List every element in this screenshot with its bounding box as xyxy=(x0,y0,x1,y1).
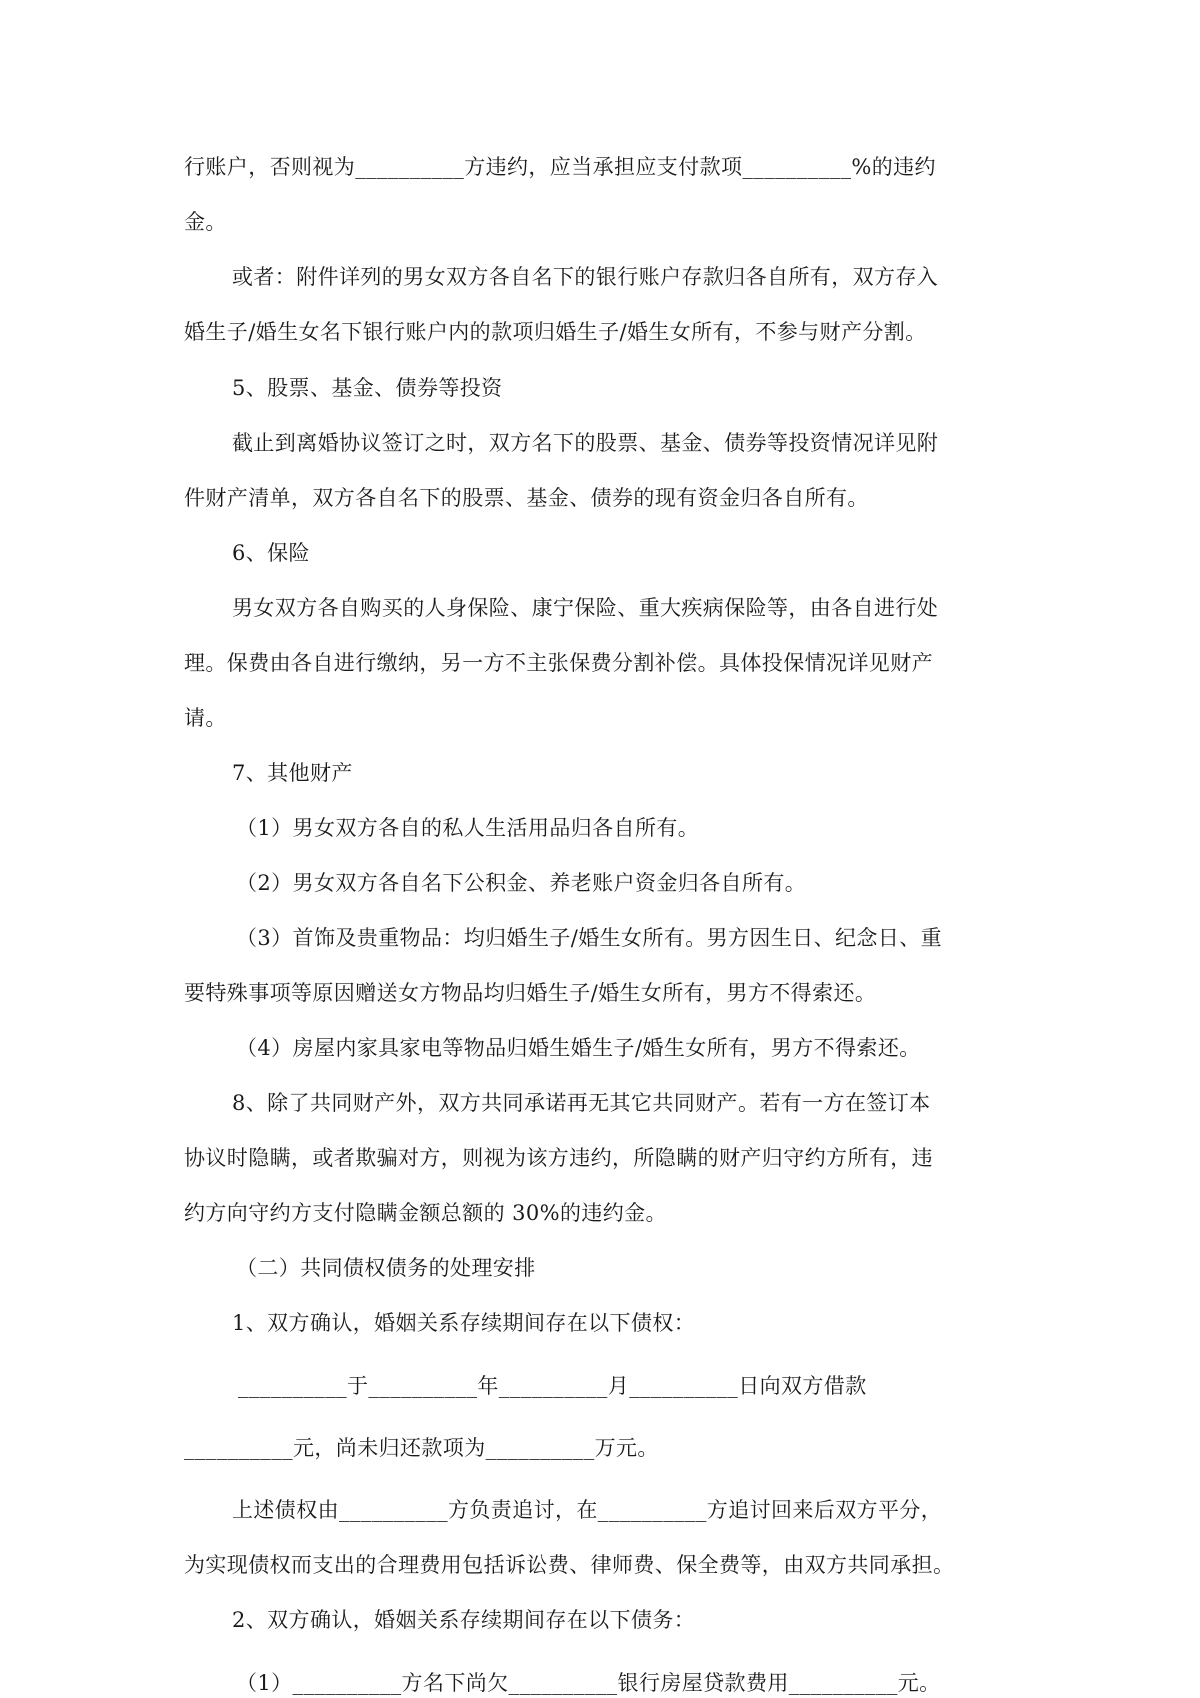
paragraph-line: 金。 xyxy=(184,210,227,234)
paragraph-line: 行账户，否则视为__________方违约，应当承担应支付款项__________%的违约 xyxy=(184,155,936,179)
paragraph-line: 婚生子/婚生女名下银行账户内的款项归婚生子/婚生女所有，不参与财产分割。 xyxy=(184,320,927,344)
paragraph-line: 截止到离婚协议签订之时，双方名下的股票、基金、债券等投资情况详见附 xyxy=(232,431,939,455)
fill-in-line: （1）__________方名下尚欠__________银行房屋贷款费用__________元。 xyxy=(236,1671,941,1695)
section-heading: （二）共同债权债务的处理安排 xyxy=(236,1256,536,1280)
list-item: （4）房屋内家具家电等物品归婚生婚生子/婚生女所有，男方不得索还。 xyxy=(236,1036,921,1060)
paragraph-line: 请。 xyxy=(184,706,227,730)
paragraph-line: 理。保费由各自进行缴纳，另一方不主张保费分割补偿。具体投保情况详见财产 xyxy=(184,651,933,675)
paragraph-line: 约方向守约方支付隐瞒金额总额的 30%的违约金。 xyxy=(184,1201,667,1225)
paragraph-line: 男女双方各自购买的人身保险、康宁保险、重大疾病保险等，由各自进行处 xyxy=(232,596,939,620)
paragraph-line: 8、除了共同财产外，双方共同承诺再无其它共同财产。若有一方在签订本 xyxy=(232,1091,931,1115)
section-heading: 7、其他财产 xyxy=(232,761,353,785)
paragraph-line: 1、双方确认，婚姻关系存续期间存在以下债权： xyxy=(232,1311,696,1335)
section-heading: 6、保险 xyxy=(232,541,310,565)
section-heading: 5、股票、基金、债券等投资 xyxy=(232,376,503,400)
paragraph-line: 上述债权由__________方负责追讨，在__________方追讨回来后双方平分， xyxy=(232,1498,943,1522)
list-item: （1）男女双方各自的私人生活用品归各自所有。 xyxy=(236,816,700,840)
paragraph-line: 协议时隐瞒，或者欺骗对方，则视为该方违约，所隐瞒的财产归守约方所有，违 xyxy=(184,1146,933,1170)
paragraph-line: 件财产清单，双方各自名下的股票、基金、债券的现有资金归各自所有。 xyxy=(184,486,869,510)
paragraph-line: 要特殊事项等原因赠送女方物品均归婚生子/婚生女所有，男方不得索还。 xyxy=(184,981,877,1005)
list-item: （3）首饰及贵重物品：均归婚生子/婚生女所有。男方因生日、纪念日、重 xyxy=(236,926,943,950)
paragraph-line: 或者：附件详列的男女双方各自名下的银行账户存款归各自所有，双方存入 xyxy=(232,265,939,289)
paragraph-line: 为实现债权而支出的合理费用包括诉讼费、律师费、保全费等，由双方共同承担。 xyxy=(184,1553,955,1577)
list-item: （2）男女双方各自名下公积金、养老账户资金归各自所有。 xyxy=(236,871,807,895)
fill-in-line: __________元，尚未归还款项为__________万元。 xyxy=(184,1436,659,1460)
fill-in-line: __________于__________年__________月__________日向双方借款 xyxy=(238,1374,867,1398)
paragraph-line: 2、双方确认，婚姻关系存续期间存在以下债务： xyxy=(232,1608,696,1632)
